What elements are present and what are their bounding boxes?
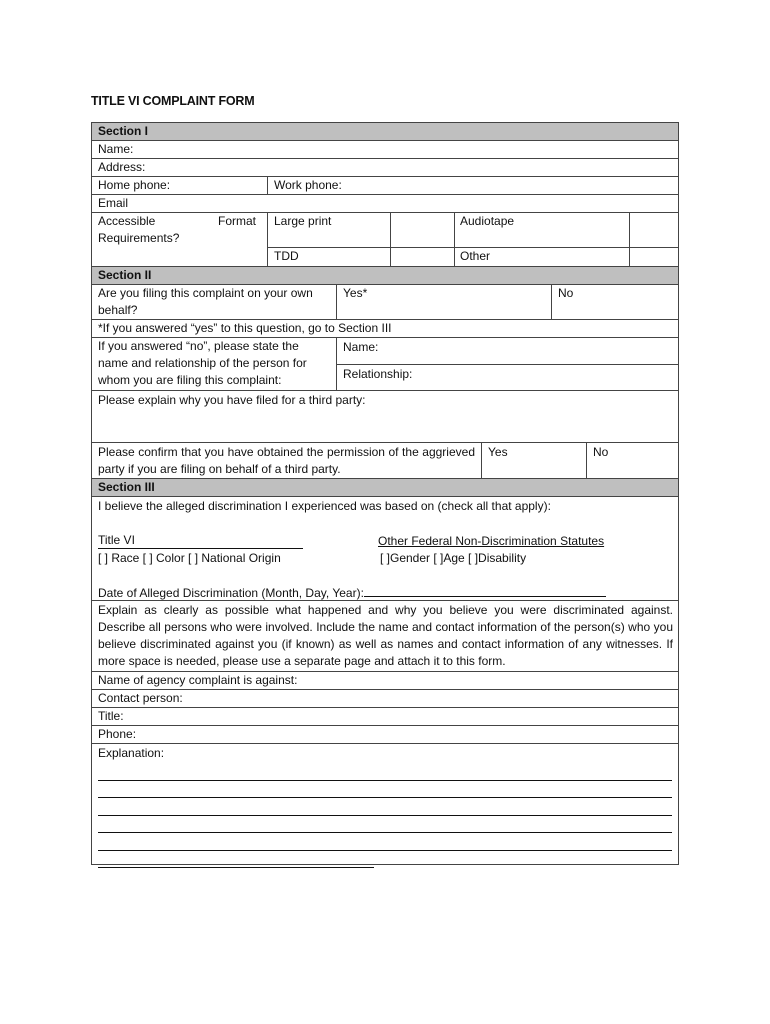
- title-field-label: Title:: [98, 709, 124, 723]
- explanation-line: [98, 781, 672, 799]
- title-vi-heading: Title VI: [98, 533, 303, 549]
- if-yes-note-row: [92, 320, 678, 338]
- tdd-checkbox[interactable]: [390, 248, 454, 266]
- if-no-question-cell: [92, 338, 336, 390]
- explanation-row[interactable]: [92, 744, 678, 866]
- date-blank-line: [364, 584, 606, 597]
- requirements-label: Requirements?: [98, 231, 180, 245]
- date-discrimination-field[interactable]: [98, 584, 606, 602]
- email-label: Email: [98, 196, 129, 210]
- if-yes-note: *If you answered “yes” to this question, go to Section III: [98, 321, 392, 335]
- permission-yes-cell[interactable]: [481, 443, 586, 478]
- explanation-line: [98, 798, 672, 816]
- permission-question: Please confirm that you have obtained the permission of the aggrieved party if you are filing on behalf of a third party.: [98, 445, 475, 476]
- explanation-lines: [98, 763, 672, 868]
- other-label: Other: [460, 249, 491, 263]
- section-1-header: [92, 123, 678, 141]
- section-2-header: [92, 267, 678, 285]
- audiotape-checkbox[interactable]: [629, 213, 678, 247]
- explanation-line-short: [98, 851, 374, 869]
- phone-row-2[interactable]: [92, 726, 678, 744]
- format-grid-vline-2: [454, 213, 455, 266]
- explain-instructions-row: [92, 601, 678, 672]
- if-no-question: If you answered “no”, please state the name and relationship of the person for whom you are filing this complaint:: [98, 339, 307, 387]
- explanation-line: [98, 763, 672, 781]
- other-statutes-options[interactable]: [ ]Gender [ ]Age [ ]Disability: [380, 551, 527, 565]
- accessible-format-row: [92, 213, 678, 267]
- audiotape-label: Audiotape: [460, 214, 515, 228]
- permission-yes-label: Yes: [488, 445, 508, 459]
- third-party-relationship-field[interactable]: [337, 365, 678, 390]
- section-2-label: Section II: [98, 268, 152, 282]
- contact-person-row[interactable]: [92, 690, 678, 708]
- third-party-relationship-label: Relationship:: [343, 367, 413, 381]
- tdd-label: TDD: [274, 249, 299, 263]
- own-behalf-yes-cell[interactable]: [336, 285, 551, 319]
- third-party-explain-label: Please explain why you have filed for a third party:: [98, 393, 366, 407]
- agency-label: Name of agency complaint is against:: [98, 673, 298, 687]
- agency-row[interactable]: [92, 672, 678, 690]
- third-party-explain-row[interactable]: [92, 391, 678, 443]
- section-3-label: Section III: [98, 480, 155, 494]
- own-behalf-row: [92, 285, 678, 320]
- large-print-checkbox[interactable]: [390, 213, 454, 247]
- own-behalf-yes-label: Yes*: [343, 286, 368, 300]
- own-behalf-question-cell: [92, 285, 336, 319]
- accessible-label: Accessible: [98, 214, 156, 228]
- permission-row: [92, 443, 678, 479]
- format-options-grid: [267, 213, 678, 266]
- explanation-line: [98, 833, 672, 851]
- third-party-fields: [336, 338, 678, 390]
- work-phone-label: Work phone:: [274, 178, 342, 192]
- large-print-label: Large print: [274, 214, 332, 228]
- home-phone-cell[interactable]: [92, 177, 267, 194]
- name-row[interactable]: [92, 141, 678, 159]
- name-label: Name:: [98, 142, 134, 156]
- other-statutes-heading: Other Federal Non-Discrimination Statutes: [378, 534, 605, 548]
- phone-row: [92, 177, 678, 195]
- basis-statement: I believe the alleged discrimination I experienced was based on (check all that apply):: [98, 499, 551, 513]
- permission-no-cell[interactable]: [586, 443, 678, 478]
- discrimination-basis-row: [92, 497, 678, 601]
- contact-person-label: Contact person:: [98, 691, 183, 705]
- title-row[interactable]: [92, 708, 678, 726]
- explanation-label: Explanation:: [98, 746, 165, 760]
- permission-no-label: No: [593, 445, 609, 459]
- other-checkbox[interactable]: [629, 248, 678, 266]
- date-label: Date of Alleged Discrimination (Month, Day, Year):: [98, 586, 364, 600]
- home-phone-label: Home phone:: [98, 178, 171, 192]
- title-vi-options[interactable]: [ ] Race [ ] Color [ ] National Origin: [98, 551, 281, 565]
- format-label: Format: [218, 214, 257, 228]
- permission-question-cell: [92, 443, 481, 478]
- section-3-header: [92, 479, 678, 497]
- phone-label: Phone:: [98, 727, 137, 741]
- form-title: TITLE VI COMPLAINT FORM: [91, 94, 255, 108]
- address-label: Address:: [98, 160, 146, 174]
- third-party-name-label: Name:: [343, 340, 379, 354]
- email-row[interactable]: [92, 195, 678, 213]
- own-behalf-no-label: No: [558, 286, 574, 300]
- explanation-line: [98, 816, 672, 834]
- section-1-label: Section I: [98, 124, 149, 138]
- own-behalf-question: Are you filing this complaint on your own behalf?: [98, 286, 313, 317]
- work-phone-cell[interactable]: [267, 177, 678, 194]
- third-party-row: [92, 338, 678, 391]
- accessible-format-label-cell: [92, 213, 267, 266]
- explain-instructions: Explain as clearly as possible what happened and why you believe you were discriminated against. Describe all persons who were involved. Include the name and contact information of the person(s) who you believe discriminated against you (if known) as well as names and contact information of any witnesses. If more space is needed, please use a separate page and attach it to this form.: [98, 603, 673, 668]
- address-row[interactable]: [92, 159, 678, 177]
- third-party-name-field[interactable]: [337, 338, 678, 364]
- complaint-form-table: [91, 122, 679, 865]
- own-behalf-no-cell[interactable]: [551, 285, 678, 319]
